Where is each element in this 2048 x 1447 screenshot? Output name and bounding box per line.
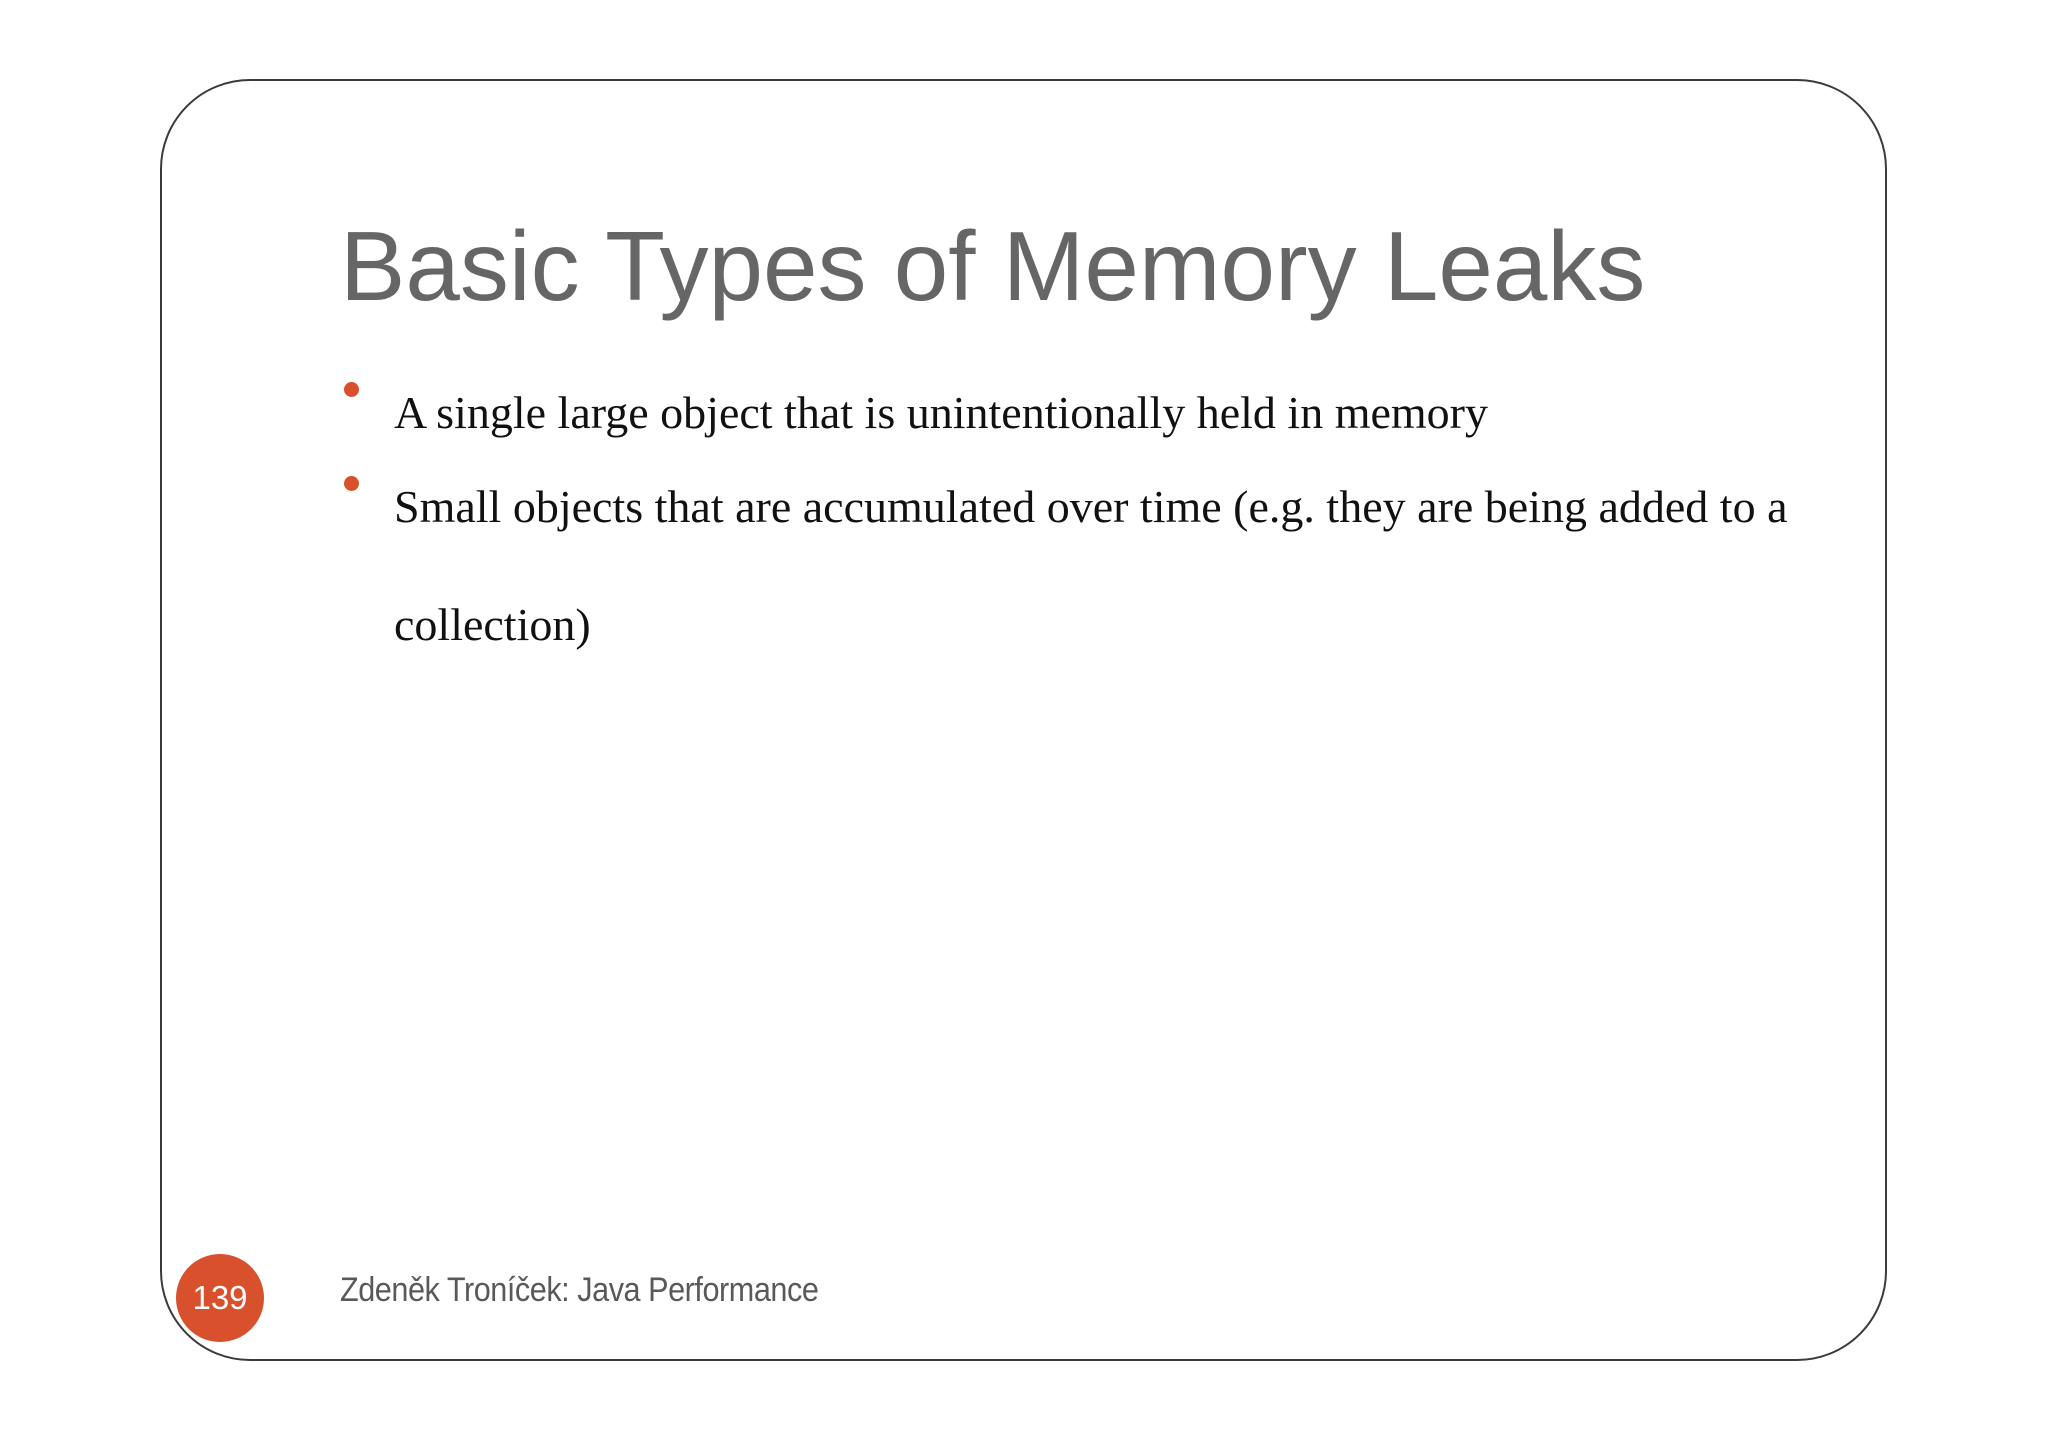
bullet-dot-icon xyxy=(344,382,359,397)
bullet-list xyxy=(340,387,1820,696)
bullet-text: Small objects that are accumulated over time (e.g. they are being added to a collection) xyxy=(394,481,1788,650)
bullet-dot-icon xyxy=(344,476,359,491)
page-number-badge: 139 xyxy=(176,1254,264,1342)
list-item xyxy=(340,448,1820,684)
bullet-text: A single large object that is unintentionally held in memory xyxy=(394,387,1489,438)
slide-title: Basic Types of Memory Leaks xyxy=(340,211,1646,321)
footer-text: Zdeněk Troníček: Java Performance xyxy=(340,1271,819,1309)
